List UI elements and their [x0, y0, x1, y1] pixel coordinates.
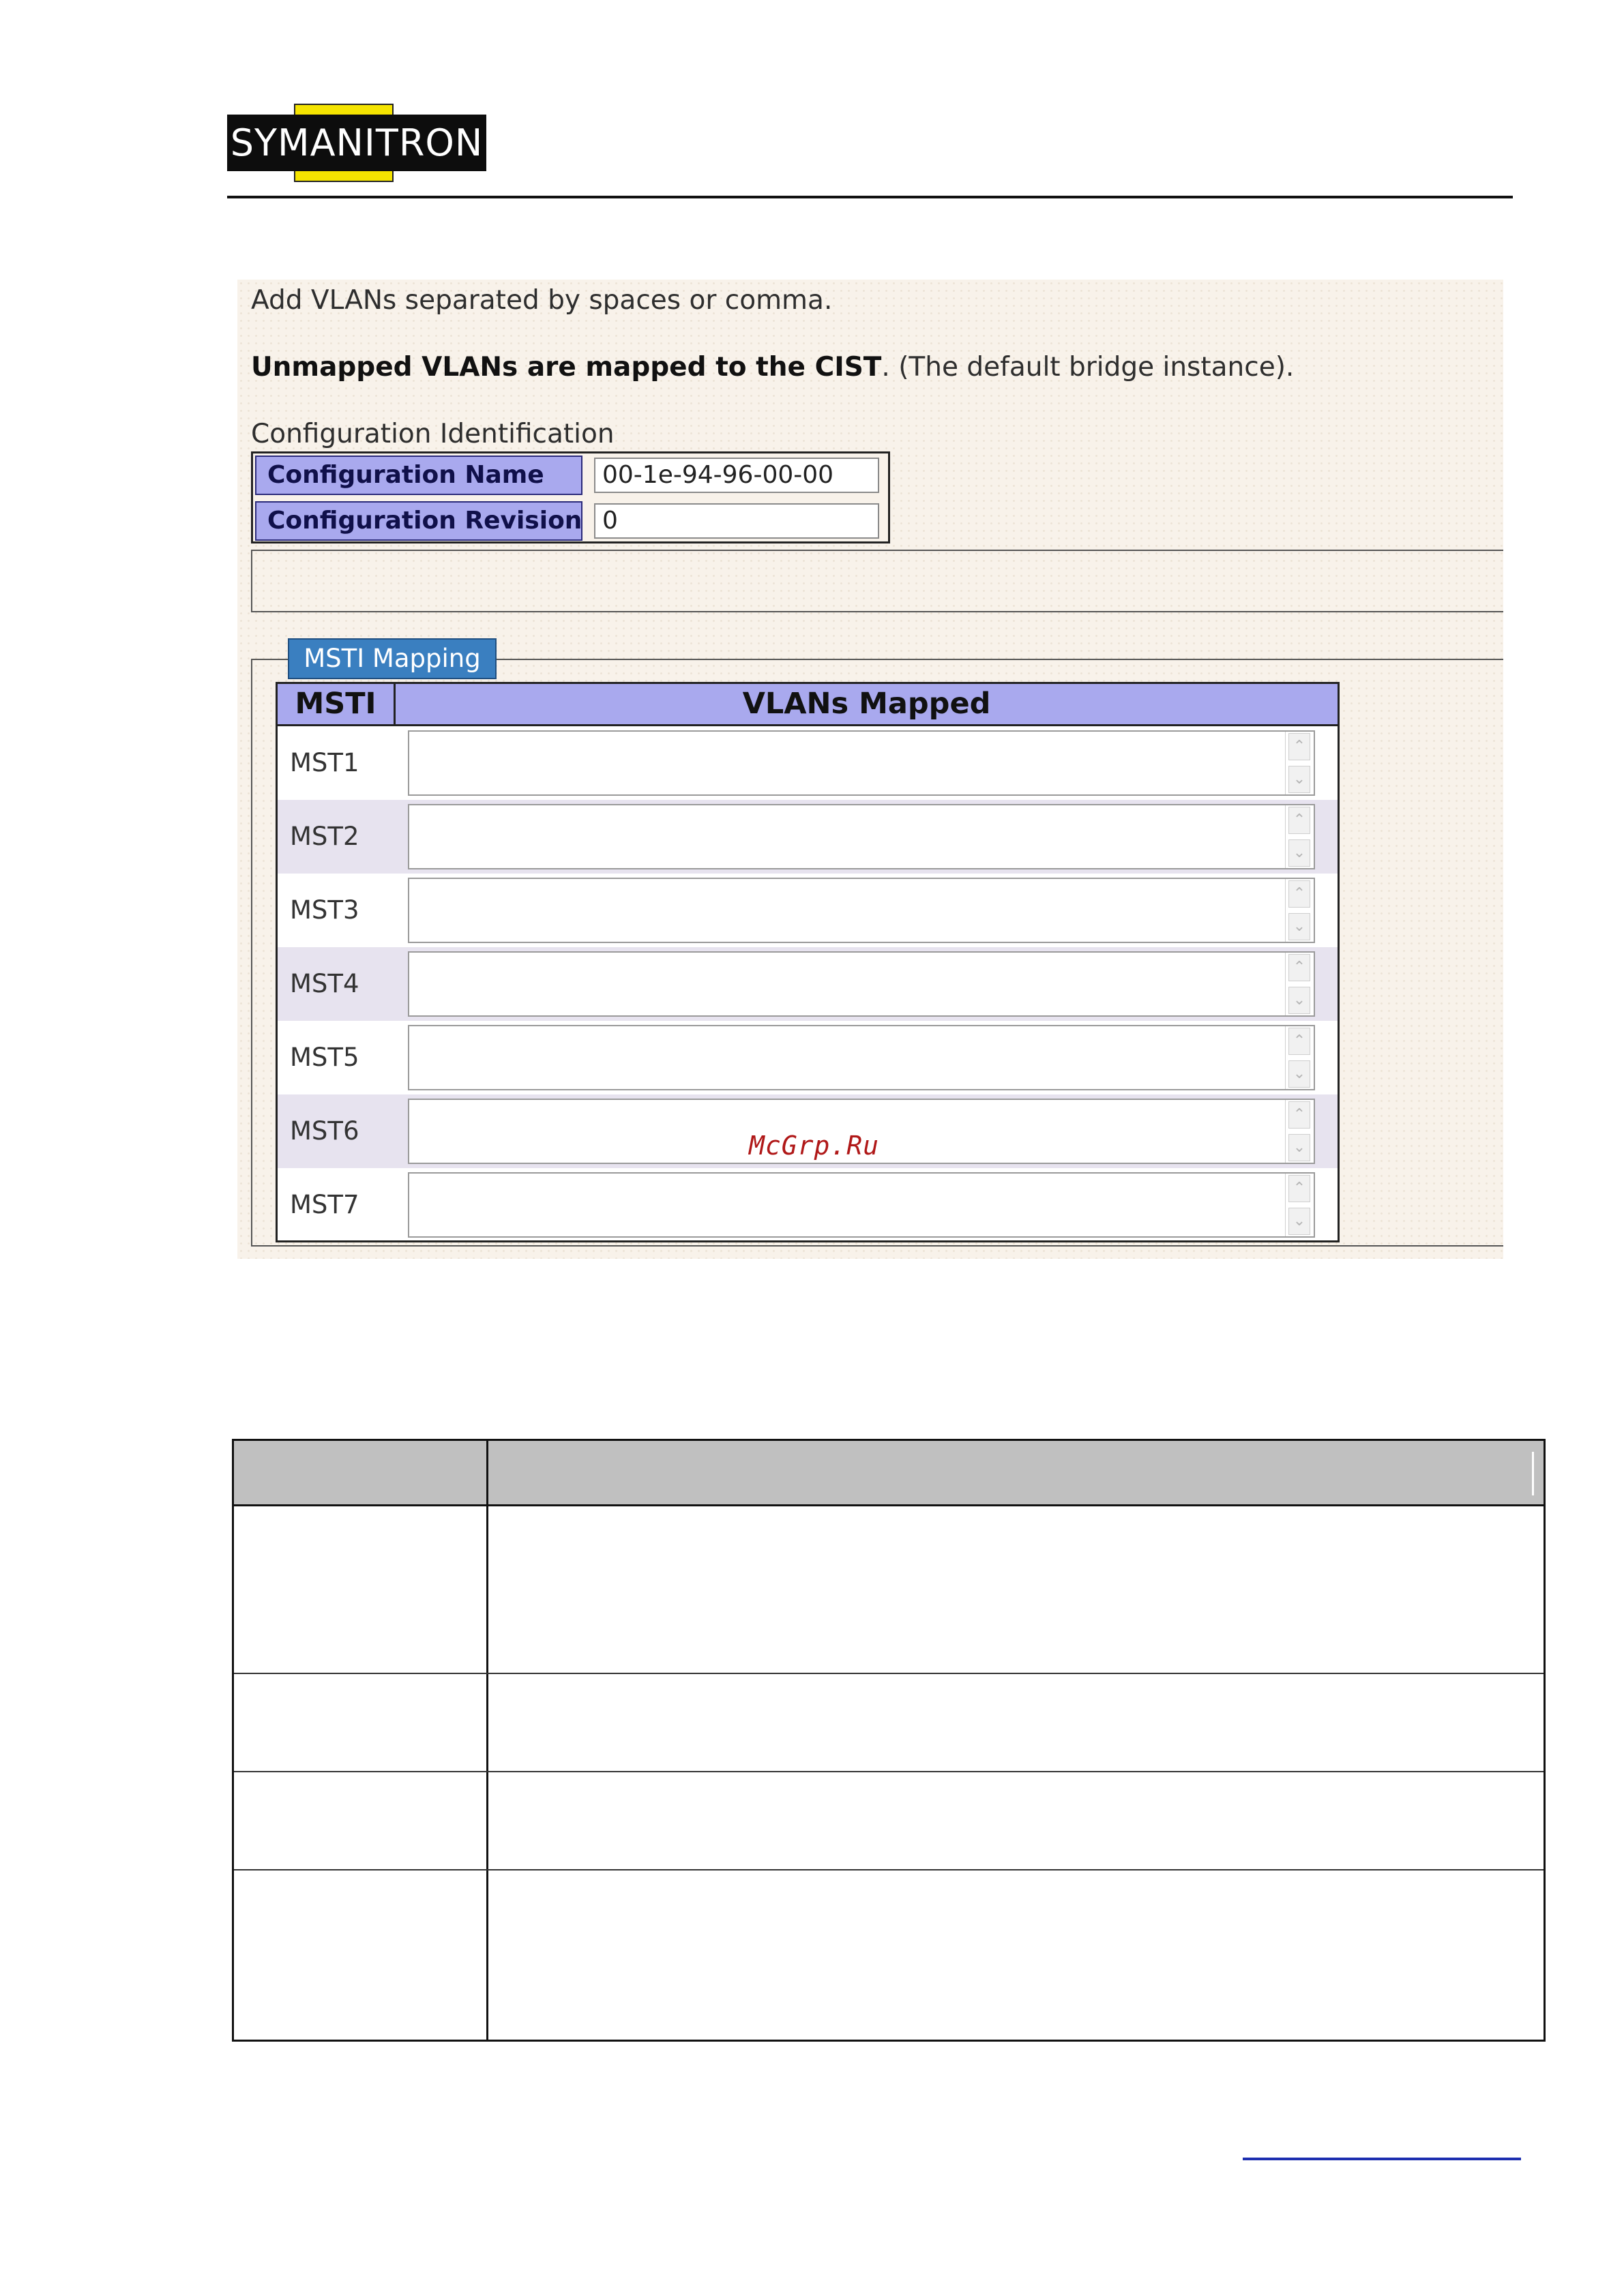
msti-column-header: MSTI	[278, 684, 396, 724]
config-revision-field[interactable]: 0	[594, 503, 879, 539]
textarea-scrollbar[interactable]	[1285, 732, 1314, 794]
chevron-up-icon[interactable]: ⌃	[1288, 954, 1310, 981]
chevron-up-icon[interactable]: ⌃	[1288, 1101, 1310, 1129]
symanitron-logo	[227, 104, 486, 182]
header-divider	[1532, 1452, 1534, 1495]
vlans-mapped-column-header: VLANs Mapped	[742, 687, 991, 721]
config-revision-label: Configuration Revision	[255, 501, 582, 541]
config-name-label: Configuration Name	[255, 456, 582, 495]
chevron-down-icon[interactable]: ⌄	[1288, 913, 1310, 940]
chevron-down-icon[interactable]: ⌄	[1288, 839, 1310, 867]
textarea-scrollbar[interactable]	[1285, 1100, 1314, 1163]
textarea-scrollbar[interactable]	[1285, 879, 1314, 942]
msti-label: MST6	[290, 1116, 359, 1146]
chevron-down-icon[interactable]: ⌄	[1288, 987, 1310, 1014]
msti-row-mst1	[278, 726, 1338, 800]
vlans-mapped-textarea-mst3[interactable]	[408, 878, 1315, 943]
description-row-divider	[234, 1673, 1544, 1674]
cist-note	[251, 352, 1294, 383]
vlans-mapped-textarea-mst2[interactable]	[408, 804, 1315, 869]
config-identification-caption: Configuration Identification	[251, 419, 615, 449]
mstp-mapping-panel	[237, 280, 1503, 1259]
config-identification-table	[251, 451, 890, 543]
msti-row-mst3	[278, 874, 1338, 947]
watermark-text: McGrp.Ru	[749, 1131, 880, 1161]
msti-row-mst4	[278, 947, 1338, 1021]
msti-label: MST1	[290, 748, 359, 777]
description-column-divider	[486, 1441, 488, 2040]
textarea-scrollbar[interactable]	[1285, 805, 1314, 868]
footer-link-underline[interactable]	[1243, 2158, 1521, 2160]
logo-bar-bottom	[294, 171, 394, 182]
config-name-field[interactable]: 00-1e-94-96-00-00	[594, 458, 879, 493]
description-table	[232, 1439, 1546, 2042]
msti-label: MST3	[290, 895, 359, 925]
msti-label: MST7	[290, 1190, 359, 1219]
msti-row-mst5	[278, 1021, 1338, 1094]
msti-row-mst2	[278, 800, 1338, 874]
vlans-mapped-textarea-mst7[interactable]	[408, 1172, 1315, 1238]
logo-text: SYMANITRON	[227, 115, 486, 171]
description-row-divider	[234, 1869, 1544, 1870]
chevron-down-icon[interactable]: ⌄	[1288, 1060, 1310, 1088]
msti-mapping-tab[interactable]: MSTI Mapping	[288, 638, 497, 679]
chevron-up-icon[interactable]: ⌃	[1288, 1175, 1310, 1202]
config-separator-box	[251, 550, 1503, 612]
vlans-mapped-textarea-mst5[interactable]	[408, 1025, 1315, 1090]
msti-table-header	[278, 684, 1338, 726]
chevron-down-icon[interactable]: ⌄	[1288, 1208, 1310, 1235]
vlans-mapped-textarea-mst4[interactable]	[408, 951, 1315, 1017]
chevron-down-icon[interactable]: ⌄	[1288, 1134, 1310, 1161]
cist-note-bold: Unmapped VLANs are mapped to the CIST	[251, 352, 882, 383]
instruction-text: Add VLANs separated by spaces or comma.	[251, 285, 833, 316]
chevron-up-icon[interactable]: ⌃	[1288, 807, 1310, 834]
msti-label: MST5	[290, 1043, 359, 1072]
config-name-row	[253, 453, 888, 497]
header-rule	[227, 196, 1513, 198]
description-table-header	[234, 1441, 1544, 1506]
chevron-up-icon[interactable]: ⌃	[1288, 1028, 1310, 1055]
chevron-down-icon[interactable]: ⌄	[1288, 766, 1310, 793]
chevron-up-icon[interactable]: ⌃	[1288, 880, 1310, 908]
msti-label: MST2	[290, 822, 359, 851]
textarea-scrollbar[interactable]	[1285, 1026, 1314, 1089]
cist-note-rest: . (The default bridge instance).	[881, 352, 1295, 383]
chevron-up-icon[interactable]: ⌃	[1288, 733, 1310, 760]
config-revision-row	[253, 499, 888, 543]
textarea-scrollbar[interactable]	[1285, 953, 1314, 1015]
textarea-scrollbar[interactable]	[1285, 1174, 1314, 1236]
logo-bar-top	[294, 104, 394, 115]
vlans-mapped-textarea-mst1[interactable]	[408, 730, 1315, 796]
msti-row-mst7	[278, 1168, 1338, 1242]
msti-label: MST4	[290, 969, 359, 998]
description-row-divider	[234, 1771, 1544, 1772]
